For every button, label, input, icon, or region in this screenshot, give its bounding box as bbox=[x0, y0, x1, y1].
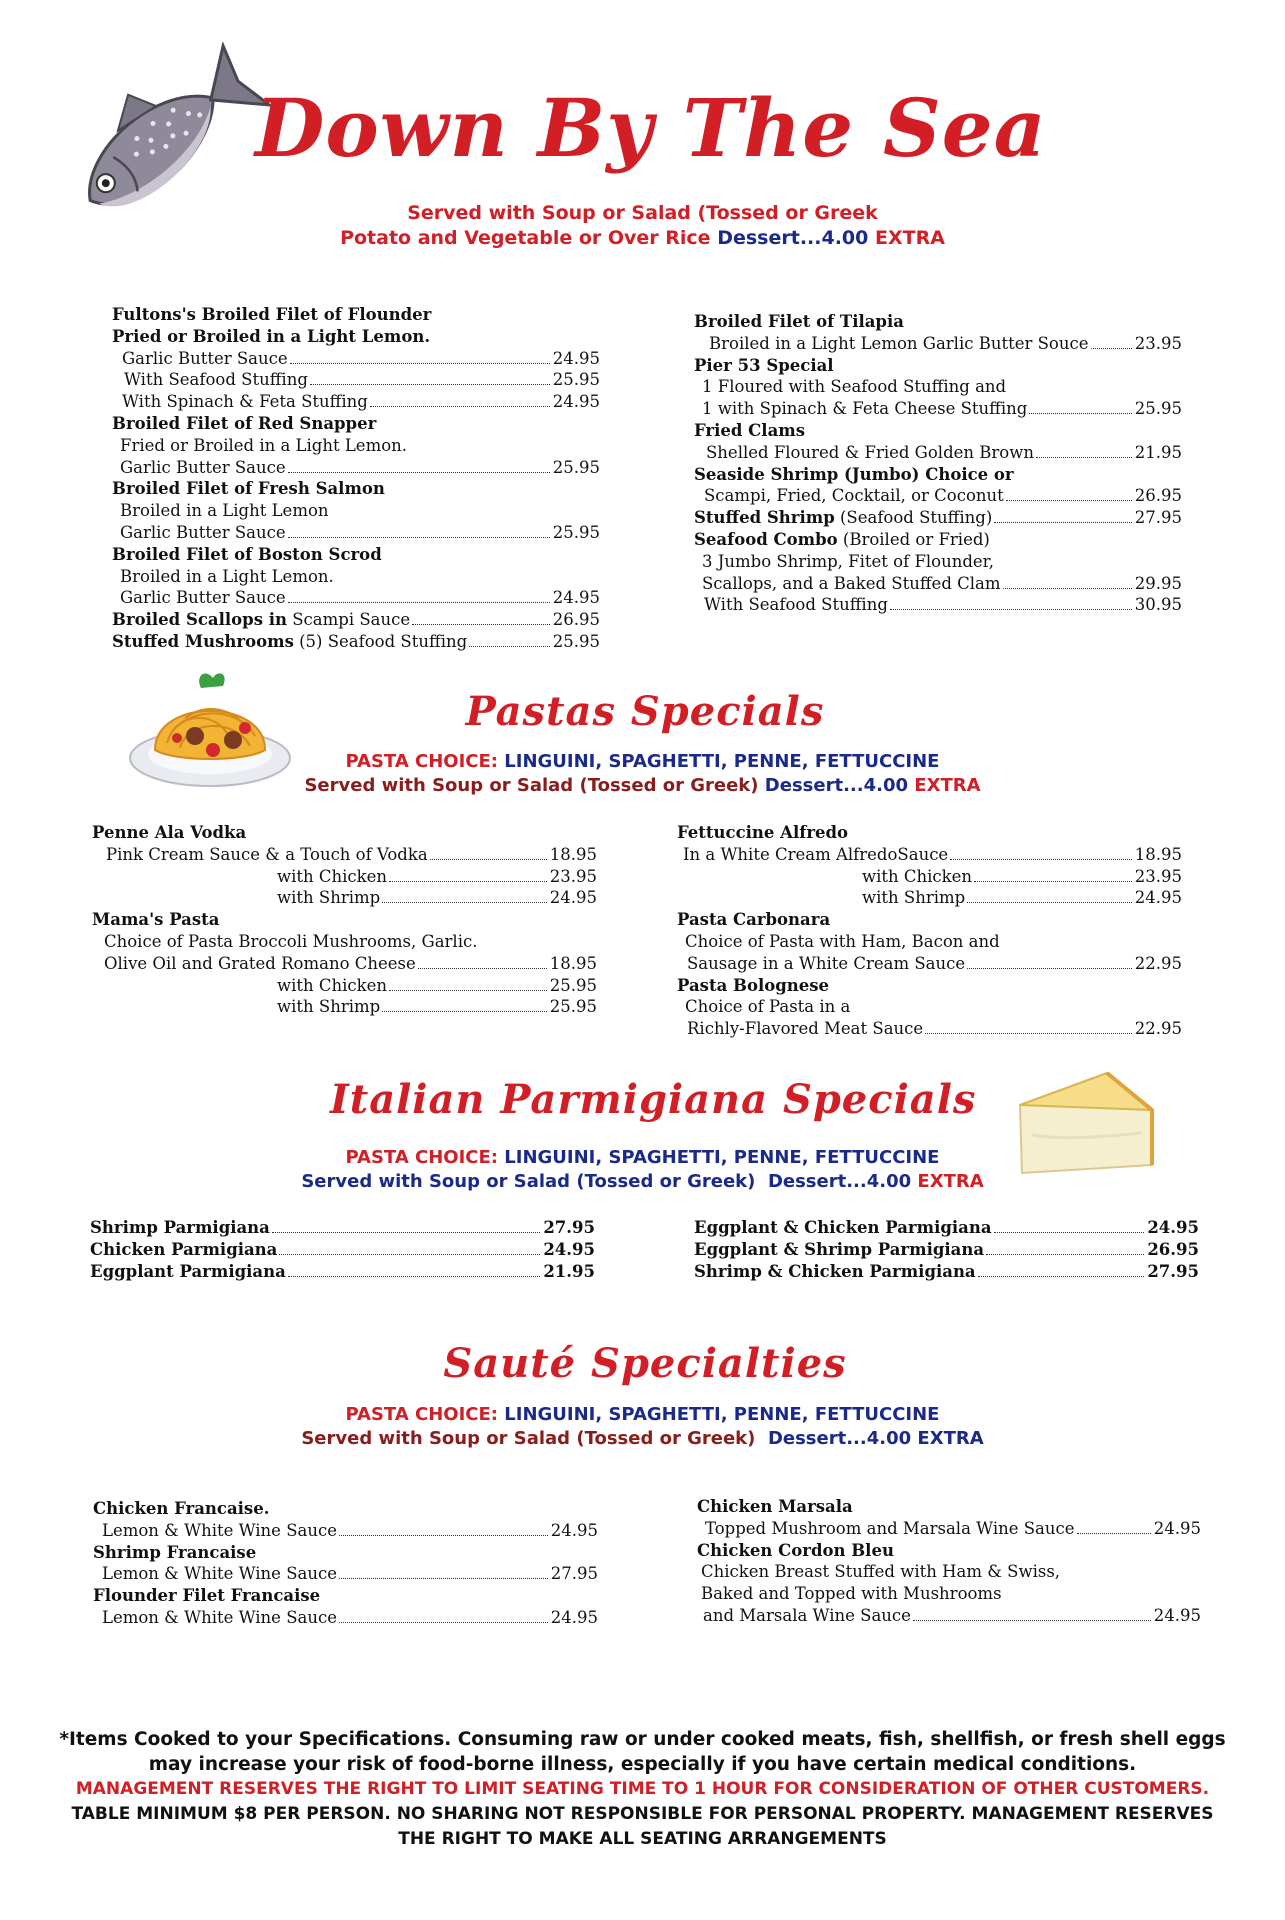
pasta-choice-list: LINGUINI, SPAGHETTI, PENNE, FETTUCCINE bbox=[504, 1404, 940, 1425]
menu-item bbox=[677, 866, 1182, 888]
header-sub2-c: EXTRA bbox=[874, 227, 945, 249]
menu-item bbox=[112, 348, 600, 370]
header-subtitle-2 bbox=[0, 227, 1285, 249]
item-heading: Pried or Broiled in a Light Lemon. bbox=[112, 326, 431, 346]
item-description: Chicken Breast Stuffed with Ham & Swiss, bbox=[701, 1562, 1061, 1582]
dessert-text: Dessert...4.00 bbox=[764, 775, 908, 796]
menu-item bbox=[93, 1520, 598, 1542]
item-description: Choice of Pasta Broccoli Mushrooms, Garlic. bbox=[104, 931, 478, 951]
item-heading: Pasta Carbonara bbox=[677, 910, 831, 930]
item-name: Shrimp Parmigiana bbox=[90, 1218, 270, 1237]
item-text: Topped Mushroom and Marsala Wine Sauce bbox=[705, 1518, 1075, 1538]
pastas-right-column bbox=[677, 822, 1182, 1040]
menu-item bbox=[694, 398, 1182, 420]
extra-text: EXTRA bbox=[917, 1428, 984, 1449]
item-text: (5) Seafood Stuffing bbox=[293, 631, 468, 651]
item-heading: Broiled Filet of Tilapia bbox=[694, 312, 904, 331]
menu-item bbox=[112, 369, 600, 391]
item-price: 26.95 bbox=[1147, 1239, 1199, 1259]
item-text: Garlic Butter Sauce bbox=[120, 588, 286, 608]
item-text: with Shrimp bbox=[277, 997, 381, 1017]
item-price: 25.95 bbox=[552, 457, 600, 477]
menu-item bbox=[694, 1239, 1199, 1261]
header-subtitle-1: Served with Soup or Salad (Tossed or Greek bbox=[407, 202, 878, 224]
item-heading: Seaside Shrimp (Jumbo) Choice or bbox=[694, 464, 1014, 484]
item-heading: Chicken Francaise. bbox=[93, 1499, 270, 1518]
menu-item bbox=[92, 996, 597, 1018]
menu-item bbox=[694, 1261, 1199, 1283]
item-price: 23.95 bbox=[549, 866, 597, 886]
pasta-plate-icon bbox=[125, 658, 295, 793]
item-text: with Chicken bbox=[862, 866, 973, 886]
saute-left-column bbox=[93, 1498, 598, 1629]
footer-disclaimer-1: *Items Cooked to your Specifications. Consuming raw or under cooked meats, fish, shellfish, or fresh shell eggs bbox=[59, 1729, 1226, 1750]
page-title: Down By The Sea bbox=[255, 81, 1047, 175]
item-price: 24.95 bbox=[550, 1607, 598, 1627]
pasta-choice-label: PASTA CHOICE: bbox=[345, 751, 498, 772]
item-price: 18.95 bbox=[1134, 844, 1182, 864]
menu-item bbox=[112, 609, 600, 631]
served-text: Served with Soup or Salad (Tossed or Greek) bbox=[304, 775, 759, 796]
item-text: Scampi Sauce bbox=[287, 610, 411, 630]
item-text: Garlic Butter Sauce bbox=[122, 348, 288, 368]
item-price: 24.95 bbox=[549, 888, 597, 908]
menu-item bbox=[92, 866, 597, 888]
parm-choice bbox=[0, 1147, 1285, 1168]
menu-item bbox=[694, 485, 1182, 507]
item-heading: Pasta Bolognese bbox=[677, 975, 830, 995]
item-text: and Marsala Wine Sauce bbox=[703, 1605, 911, 1625]
item-price: 24.95 bbox=[1134, 888, 1182, 908]
parm-title: Italian Parmigiana Specials bbox=[330, 1076, 977, 1123]
extra-text: EXTRA bbox=[914, 775, 981, 796]
item-description: Choice of Pasta with Ham, Bacon and bbox=[685, 931, 1000, 951]
item-price: 24.95 bbox=[1147, 1218, 1199, 1237]
item-name: Stuffed Shrimp bbox=[694, 508, 835, 528]
footer-management-notice: MANAGEMENT RESERVES THE RIGHT TO LIMIT SEATING TIME TO 1 HOUR FOR CONSIDERATION OF OTHER CUSTOMERS. bbox=[75, 1779, 1210, 1799]
menu-item bbox=[677, 844, 1182, 866]
saute-title: Sauté Specialties bbox=[443, 1340, 847, 1387]
item-text: with Chicken bbox=[277, 975, 388, 995]
item-heading: Broiled Filet of Fresh Salmon bbox=[112, 479, 385, 499]
item-name: Seafood Combo bbox=[694, 529, 838, 549]
item-name: Shrimp & Chicken Parmigiana bbox=[694, 1261, 976, 1281]
item-text: Garlic Butter Sauce bbox=[120, 522, 286, 542]
item-price: 23.95 bbox=[1134, 866, 1182, 886]
item-price: 25.95 bbox=[549, 975, 597, 995]
menu-item bbox=[677, 953, 1182, 975]
footer-disclaimer-2: may increase your risk of food-borne illness, especially if you have certain medical conditions. bbox=[148, 1754, 1137, 1775]
menu-item bbox=[694, 1217, 1199, 1239]
item-text: Shelled Floured & Fried Golden Brown bbox=[706, 442, 1034, 462]
item-text: Olive Oil and Grated Romano Cheese bbox=[104, 953, 416, 973]
item-heading: Penne Ala Vodka bbox=[92, 823, 247, 842]
item-text: (Broiled or Fried) bbox=[837, 529, 990, 549]
menu-item bbox=[677, 887, 1182, 909]
menu-item bbox=[93, 1563, 598, 1585]
item-name: Stuffed Mushrooms bbox=[112, 631, 294, 651]
item-price: 30.95 bbox=[1134, 595, 1182, 615]
item-price: 24.95 bbox=[552, 348, 600, 368]
menu-item bbox=[694, 442, 1182, 464]
header-sub2-b: Dessert...4.00 bbox=[717, 227, 869, 249]
item-price: 18.95 bbox=[549, 953, 597, 973]
item-heading: Broiled Filet of Boston Scrod bbox=[112, 544, 382, 564]
item-price: 25.95 bbox=[552, 631, 600, 651]
item-description: 3 Jumbo Shrimp, Fitet of Flounder, bbox=[702, 551, 995, 571]
saute-right-column bbox=[697, 1496, 1201, 1627]
item-text: with Chicken bbox=[277, 866, 388, 886]
item-price: 27.95 bbox=[1147, 1261, 1199, 1281]
item-text: With Seafood Stuffing bbox=[124, 370, 308, 390]
item-name: Broiled Scallops in bbox=[112, 610, 287, 630]
header-sub2-a: Potato and Vegetable or Over Rice bbox=[340, 227, 711, 249]
menu-item bbox=[92, 844, 597, 866]
item-text: In a White Cream AlfredoSauce bbox=[683, 844, 949, 864]
item-price: 18.95 bbox=[549, 844, 597, 864]
item-description: 1 Floured with Seafood Stuffing and bbox=[702, 377, 1007, 397]
item-price: 25.95 bbox=[1134, 399, 1182, 419]
item-text: With Seafood Stuffing bbox=[704, 595, 888, 615]
item-text: Broiled in a Light Lemon Garlic Butter Souce bbox=[709, 333, 1089, 353]
menu-item bbox=[697, 1605, 1201, 1627]
item-name: Eggplant & Shrimp Parmigiana bbox=[694, 1239, 985, 1259]
parm-right-column bbox=[694, 1217, 1199, 1282]
item-text: 1 with Spinach & Feta Cheese Stuffing bbox=[702, 399, 1028, 419]
item-text: Scallops, and a Baked Stuffed Clam bbox=[702, 573, 1001, 593]
item-description: Choice of Pasta in a bbox=[685, 997, 851, 1017]
pasta-choice-list: LINGUINI, SPAGHETTI, PENNE, FETTUCCINE bbox=[504, 1147, 940, 1168]
menu-item bbox=[694, 507, 1182, 529]
dessert-text: Dessert...4.00 bbox=[767, 1171, 912, 1192]
item-description: Broiled in a Light Lemon. bbox=[120, 566, 334, 586]
footer-table-minimum: TABLE MINIMUM $8 PER PERSON. NO SHARING NOT RESPONSIBLE FOR PERSONAL PROPERTY. MANAGEMENT RESERVES bbox=[71, 1804, 1214, 1824]
item-price: 24.95 bbox=[550, 1520, 598, 1540]
item-price: 24.95 bbox=[1153, 1518, 1201, 1538]
menu-item bbox=[694, 594, 1182, 616]
item-text: Lemon & White Wine Sauce bbox=[102, 1520, 337, 1540]
pastas-served bbox=[0, 775, 1285, 796]
item-price: 25.95 bbox=[552, 522, 600, 542]
item-text: Garlic Butter Sauce bbox=[120, 457, 286, 477]
item-price: 22.95 bbox=[1134, 953, 1182, 973]
menu-item bbox=[93, 1607, 598, 1629]
pasta-choice-label: PASTA CHOICE: bbox=[345, 1404, 498, 1425]
seafood-left-column bbox=[112, 304, 600, 653]
item-heading: Shrimp Francaise bbox=[93, 1542, 257, 1562]
menu-item bbox=[112, 631, 600, 653]
item-price: 29.95 bbox=[1134, 573, 1182, 593]
menu-item bbox=[112, 587, 600, 609]
pasta-choice-list: LINGUINI, SPAGHETTI, PENNE, FETTUCCINE bbox=[504, 751, 940, 772]
menu-item bbox=[694, 333, 1182, 355]
dessert-text: Dessert...4.00 bbox=[767, 1428, 912, 1449]
menu-item bbox=[90, 1239, 595, 1261]
item-price: 21.95 bbox=[543, 1261, 595, 1281]
item-name: Eggplant & Chicken Parmigiana bbox=[694, 1218, 992, 1237]
item-text: (Seafood Stuffing) bbox=[834, 508, 993, 528]
extra-text: EXTRA bbox=[917, 1171, 984, 1192]
served-text: Served with Soup or Salad (Tossed or Greek) bbox=[301, 1171, 756, 1192]
menu-item bbox=[694, 573, 1182, 595]
item-text: with Shrimp bbox=[862, 888, 966, 908]
item-heading: Mama's Pasta bbox=[92, 910, 220, 930]
item-text: Lemon & White Wine Sauce bbox=[102, 1564, 337, 1584]
item-heading: Fried Clams bbox=[694, 420, 806, 440]
item-price: 27.95 bbox=[1134, 508, 1182, 528]
item-price: 27.95 bbox=[550, 1564, 598, 1584]
pastas-left-column bbox=[92, 822, 597, 1018]
item-description: Broiled in a Light Lemon bbox=[120, 501, 329, 521]
item-text: Lemon & White Wine Sauce bbox=[102, 1607, 337, 1627]
item-description: Fried or Broiled in a Light Lemon. bbox=[120, 435, 408, 455]
menu-item bbox=[92, 975, 597, 997]
pastas-choice bbox=[0, 751, 1285, 772]
item-price: 27.95 bbox=[543, 1218, 595, 1237]
item-heading: Chicken Marsala bbox=[697, 1497, 853, 1516]
menu-item bbox=[112, 457, 600, 479]
item-text: With Spinach & Feta Stuffing bbox=[122, 392, 368, 412]
menu-item bbox=[112, 391, 600, 413]
item-name: Chicken Parmigiana bbox=[90, 1239, 278, 1259]
item-price: 26.95 bbox=[552, 610, 600, 630]
parm-left-column bbox=[90, 1217, 595, 1282]
item-price: 23.95 bbox=[1134, 333, 1182, 353]
item-heading: Fultons's Broiled Filet of Flounder bbox=[112, 305, 432, 324]
item-text: Pink Cream Sauce & a Touch of Vodka bbox=[106, 844, 428, 864]
item-price: 21.95 bbox=[1134, 442, 1182, 462]
item-heading bbox=[694, 529, 1182, 551]
menu-item bbox=[90, 1217, 595, 1239]
item-price: 24.95 bbox=[1153, 1605, 1201, 1625]
seafood-right-column bbox=[694, 311, 1182, 616]
parm-served bbox=[0, 1171, 1285, 1192]
pastas-title: Pastas Specials bbox=[465, 688, 825, 735]
item-name: Eggplant Parmigiana bbox=[90, 1261, 286, 1281]
menu-item bbox=[92, 953, 597, 975]
item-text: Sausage in a White Cream Sauce bbox=[687, 953, 966, 973]
footer-seating: THE RIGHT TO MAKE ALL SEATING ARRANGEMENTS bbox=[398, 1829, 887, 1849]
served-text: Served with Soup or Salad (Tossed or Greek) bbox=[301, 1428, 756, 1449]
item-heading: Fettuccine Alfredo bbox=[677, 823, 849, 842]
item-price: 24.95 bbox=[552, 588, 600, 608]
item-price: 22.95 bbox=[1134, 1019, 1182, 1039]
item-price: 25.95 bbox=[552, 370, 600, 390]
menu-item bbox=[92, 887, 597, 909]
saute-choice bbox=[0, 1404, 1285, 1425]
item-description: Baked and Topped with Mushrooms bbox=[701, 1584, 1002, 1604]
menu-item bbox=[697, 1518, 1201, 1540]
item-price: 24.95 bbox=[552, 392, 600, 412]
item-heading: Pier 53 Special bbox=[694, 355, 834, 375]
item-text: Richly-Flavored Meat Sauce bbox=[687, 1019, 924, 1039]
item-heading: Broiled Filet of Red Snapper bbox=[112, 413, 377, 433]
item-text: Scampi, Fried, Cocktail, or Coconut bbox=[704, 486, 1004, 506]
pasta-choice-label: PASTA CHOICE: bbox=[345, 1147, 498, 1168]
menu-item bbox=[90, 1261, 595, 1283]
menu-item bbox=[112, 522, 600, 544]
item-heading: Chicken Cordon Bleu bbox=[697, 1540, 894, 1560]
item-price: 25.95 bbox=[549, 997, 597, 1017]
item-heading: Flounder Filet Francaise bbox=[93, 1586, 321, 1606]
item-price: 26.95 bbox=[1134, 486, 1182, 506]
menu-item bbox=[677, 1018, 1182, 1040]
saute-served bbox=[0, 1428, 1285, 1449]
item-price: 24.95 bbox=[543, 1239, 595, 1259]
item-text: with Shrimp bbox=[277, 888, 381, 908]
